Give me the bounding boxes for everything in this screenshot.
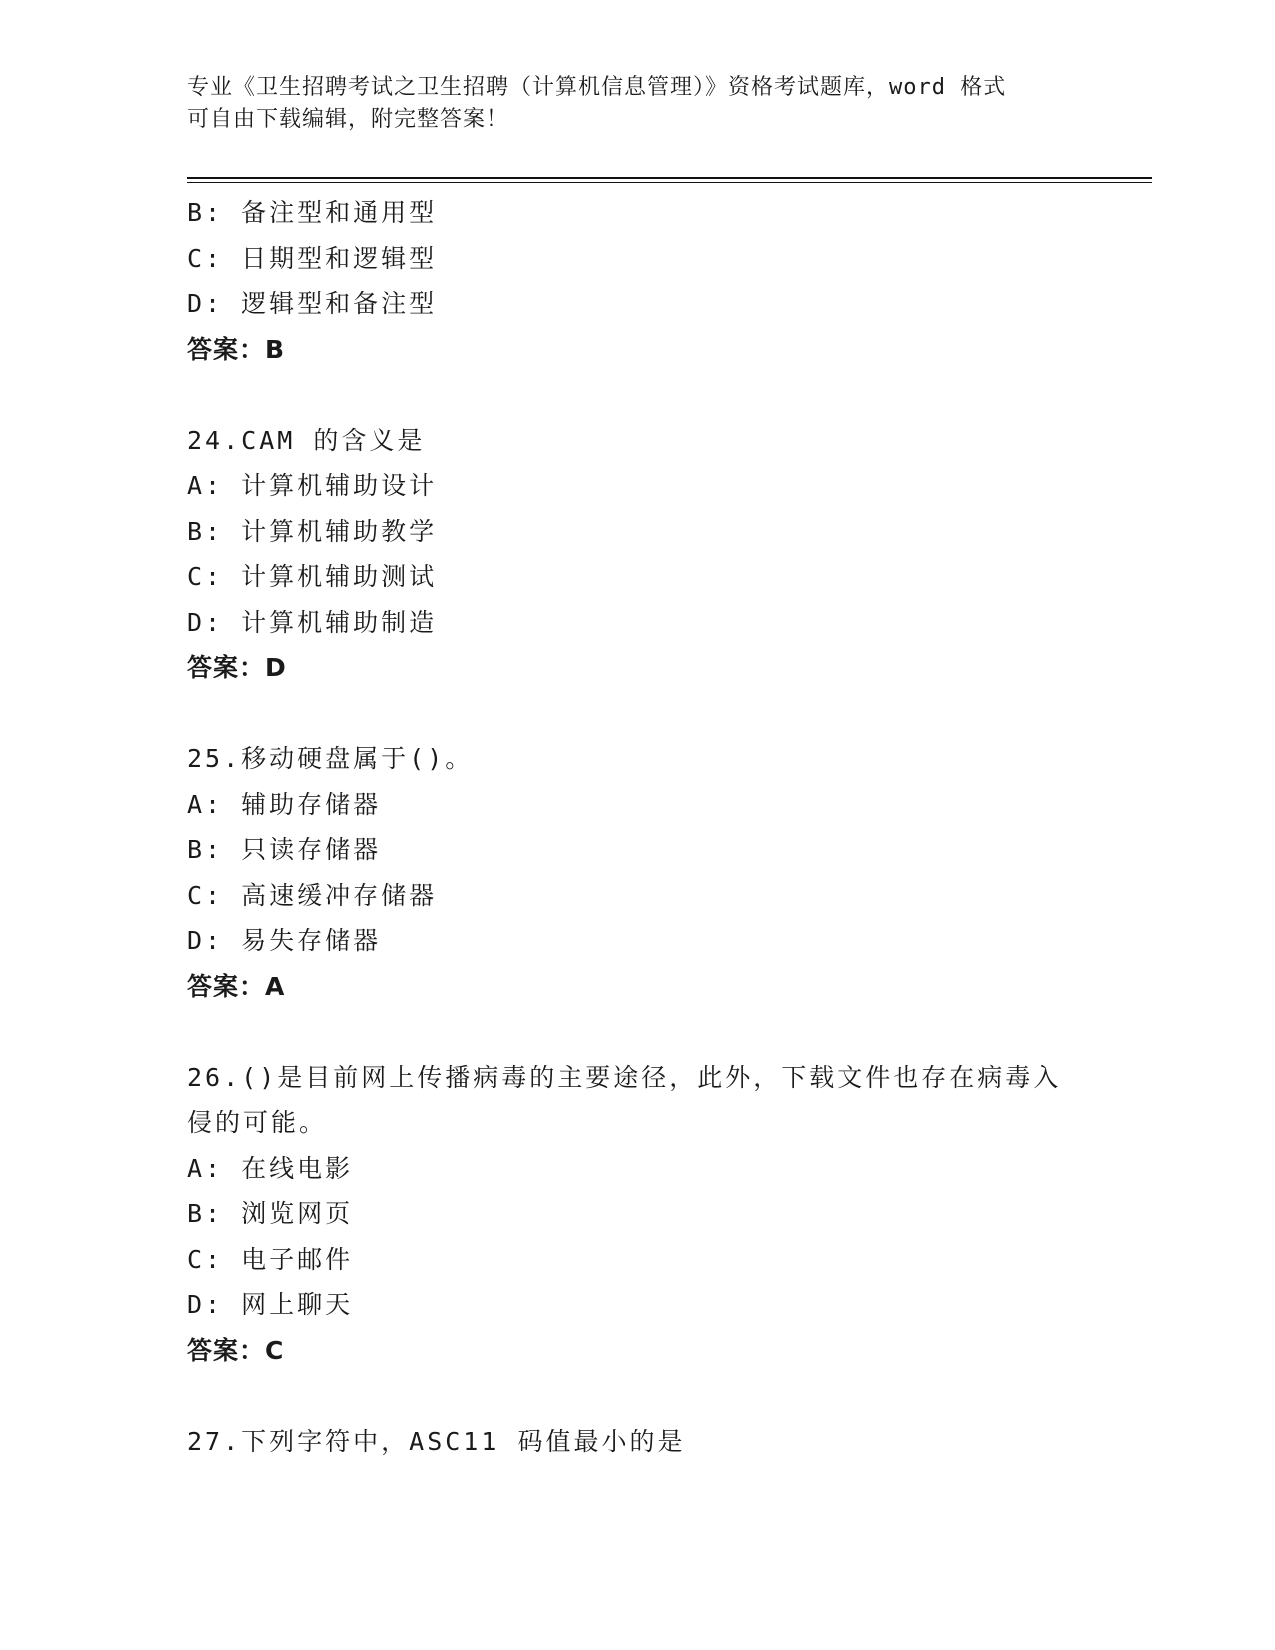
question-25-option-c: C: 高速缓冲存储器 [187,880,438,910]
question-23-block [187,190,1087,372]
question-25-option-a: A: 辅助存储器 [187,789,382,819]
question-23-option-d: D: 逻辑型和备注型 [187,289,438,318]
question-24-option-a: A: 计算机辅助设计 [187,471,438,500]
question-26-answer: 答案：C [187,1335,285,1365]
spacer [187,372,1087,418]
question-25-answer: 答案：A [187,971,286,1001]
question-26-stem-line-2: 侵的可能。 [187,1108,328,1137]
header-line-2: 可自由下载编辑，附完整答案！ [187,107,510,132]
question-23-option-c: C: 日期型和逻辑型 [187,243,438,273]
question-26-option-b: B: 浏览网页 [187,1199,354,1228]
question-24-stem: 24.CAM 的含义是 [187,425,426,455]
header-divider-thin [187,182,1152,183]
question-24-block [187,418,1087,691]
header-line-1: 专业《卫生招聘考试之卫生招聘（计算机信息管理）》资格考试题库，word 格式 [187,75,1007,100]
spacer [187,1009,1087,1055]
question-26-stem-line-1: 26.()是目前网上传播病毒的主要途径，此外，下载文件也存在病毒入 [187,1062,1062,1092]
question-24-option-b: B: 计算机辅助教学 [187,516,438,546]
question-23-answer: 答案：B [187,334,286,364]
spacer [187,691,1087,737]
question-25-stem: 25.移动硬盘属于()。 [187,744,474,773]
question-26-block [187,1055,1087,1374]
question-27-stem: 27.下列字符中，ASC11 码值最小的是 [187,1426,686,1456]
question-content [187,190,1087,1464]
question-24-answer: 答案：D [187,653,287,682]
question-24-option-c: C: 计算机辅助测试 [187,562,438,591]
question-25-option-d: D: 易失存储器 [187,926,382,955]
question-23-option-b: B: 备注型和通用型 [187,198,438,227]
header-divider-thick [187,177,1152,179]
question-25-block [187,736,1087,1009]
spacer [187,1373,1087,1419]
question-26-option-d: D: 网上聊天 [187,1290,354,1319]
question-25-option-b: B: 只读存储器 [187,835,382,864]
question-27-block [187,1419,1087,1465]
question-24-option-d: D: 计算机辅助制造 [187,607,438,637]
question-26-option-a: A: 在线电影 [187,1153,354,1183]
question-26-option-c: C: 电子邮件 [187,1244,354,1274]
document-header [187,72,1067,136]
